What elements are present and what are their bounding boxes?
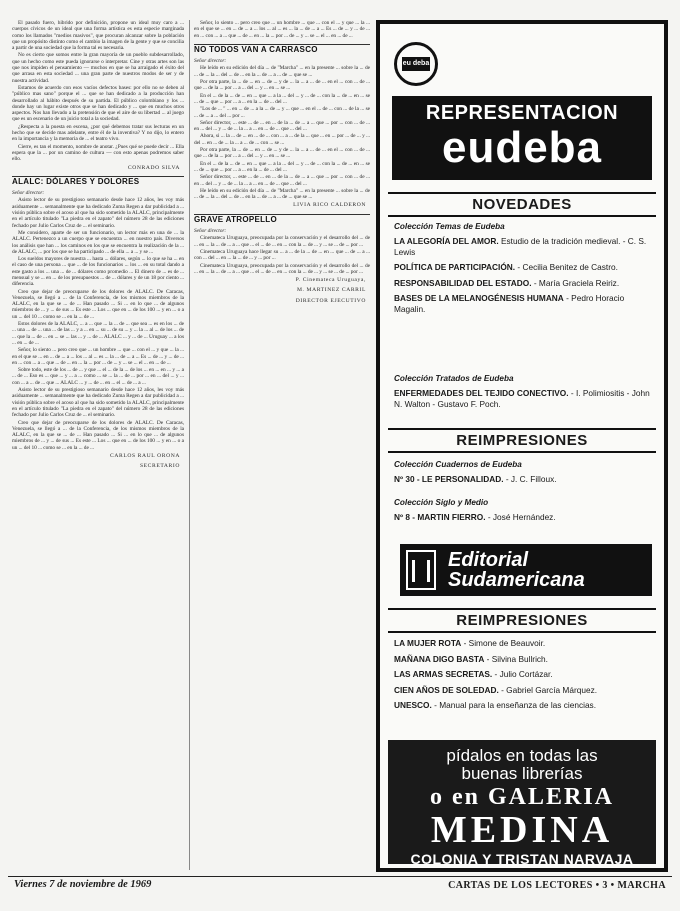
- reimpresiones-heading-2: REIMPRESIONES: [388, 608, 656, 633]
- collection-temas-list: [394, 236, 654, 319]
- intro-paragraph: Estamos de acuerdo con esos vacíos defectos bases: por ello no se deben al "público mas sano" porque el ... que se han dedicado a la producción han desarrollado al hábito después de su partida. El público colombiano y los ... donde hay un lugar existe otros que se han dedicado y ... que en muchos otros aspectos. Nos han llevado a la pretensión de que el aire de su libertad ... al juego que es un escenario de un juicio total a la sociedad.: [12, 84, 184, 123]
- dyb-paragraph: Señor director, ... este ... de ... en ... de la ... de ... a ... que ... por ... con ... de ... en ... del ... y ... de ... la ... a ... en ... de ... que ... del ...: [194, 174, 370, 187]
- alalc-headline: ALALC: DÓLARES Y DOLORES: [12, 176, 184, 187]
- dyb-paragraph: "Los de ... " ... en ... de ... a la ... de ... y ... que ... en el ... de ... con ... de la ... se ... de ... a ... del ... por ...: [194, 106, 370, 119]
- alalc-signature-name: CARLOS RAUL ORONA: [110, 453, 180, 459]
- section-masthead: CARTAS DE LOS LECTORES • 3 • MARCHA: [448, 880, 666, 891]
- dyb-headline: NO TODOS VAN A CARRASCO: [194, 44, 370, 55]
- book-item: POLÍTICA DE PARTICIPACIÓN. - Cecilia Benitez de Castro.: [394, 262, 618, 272]
- alalc-signature-role: SECRETARIO: [139, 463, 180, 470]
- alalc-paragraph: Creo que dejar de preocuparse de los dolores de ALALC. De Caracas, Venezuela, se llegó a ... de la Conferencia, de los mismos miembros de la ALALC, en la que se ... de ... Han pasado ... Si ... en lo que ... de algunos miembros de ... y ... de sus ... Es este ... Los ... que en ... de los 100 ... y en ... o a un ... del 10 ... como se ... en la ... de ...: [12, 288, 184, 320]
- book-item: MAÑANA DIGO BASTA - Silvina Bullrich.: [394, 653, 548, 664]
- galeria-medina-title: MEDINA: [430, 809, 614, 851]
- dyb-paragraph: Por otra parte, la ... de ... en ... de ... y de ... la ... a ... de ... en el ... con ... de ... que ... de la ... por ... a ... del ... y ... en ... se ...: [194, 147, 370, 160]
- collection-cuadernos-list: [394, 474, 654, 490]
- collection-tratados-list: [394, 388, 654, 414]
- dyb-paragraph: He leído en su edición del día ... de "Marcha" ... en la presente ... sobre la ... de ... de ... la ... del ... de ... en la ... de ... a ... de ... que se ...: [194, 65, 370, 78]
- intro-signature: CONRADO SILVA: [127, 164, 180, 171]
- book-item: LAS ARMAS SECRETAS. - Julio Cortázar.: [394, 669, 553, 679]
- reimpresiones-heading-1: REIMPRESIONES: [388, 428, 656, 453]
- book-item: BASES DE LA MELANOGÉNESIS HUMANA - Pedro Horacio Magalin.: [394, 293, 625, 314]
- eudeba-brand: eudeba: [441, 123, 603, 172]
- galeria-line-1: pídalos en todas las: [446, 746, 598, 765]
- sudamericana-emblem-icon: [406, 550, 436, 590]
- book-item: LA MUJER ROTA - Simone de Beauvoir.: [394, 638, 546, 648]
- eudeba-logo: [394, 42, 438, 86]
- alalc-paragraph: Asisto lector de su prestigioso semanario desde hace 12 años, les voy más asiduamente ... semanalmente que ha dedicado Zuma Regen a dar publicidad a ... visión pública sobre el acoso al que ha sido sometido la ALALC, principalmente en el artículo titulado "La piedra en el zapato" del número 28 de las ediciones fechado por Julio Carlos Cruz de ... el seminario.: [12, 197, 184, 229]
- intro-letter: [12, 20, 184, 171]
- eudeba-logo-text: eu deba: [402, 57, 430, 71]
- dyb-paragraph: Por otra parte, la ... de ... en ... de ... y de ... la ... a ... de ... en el ... con ... de ... que ... de la ... por ... a ... del ... y ... en ... se ...: [194, 79, 370, 92]
- column-divider: [189, 20, 190, 870]
- dyb-signature: LIVIA RICO CALDERON: [293, 202, 366, 209]
- galeria-line-3: o en GALERIA: [429, 784, 615, 810]
- grave-signature-2: M. MARTINEZ CARRIL: [296, 287, 366, 294]
- alalc-paragraph: Me considero, aparte de ser un funcionario, un lector más en una de ... la ALALC. Pertenezco a un cuerpo que se encuentra ... en nuestro país. Diversos los análisis que han ... los caminos en los que se encuentra la realización de la ... de ALALC, ... por los que se ha participado ... de ella ... a ... y se ...: [12, 229, 184, 255]
- book-item: LA ALEGORÍA DEL AMOR. Estudio de la tradición medieval. - C. S. Lewis: [394, 236, 647, 257]
- collection-siglo-list: [394, 512, 654, 528]
- dyb-paragraph: Ahora, si ... la ... de ... en ... de ... con ... a ... de la ... que ... en ... por ... de ... y ... del ... en ... de ... la ... a ... de ... con ... se ...: [194, 133, 370, 146]
- grave-paragraph: Cinemateca Uruguaya hace llegar su ... a ... de la ... de ... en ... que ... de ... a ... con ... del ... en ... la ... de ... y ... por ...: [194, 248, 370, 262]
- dyb-paragraph: En el ... de la ... de ... en ... que ... a la ... del ... y ... de ... con la ... de ... en ... se ... de ... que ... por ... a ... en la ... de ... del ...: [194, 92, 370, 105]
- book-item: Nº 30 - LE PERSONALIDAD. - J. C. Filloux.: [394, 474, 557, 484]
- page-footer: [8, 876, 672, 895]
- alalc-paragraph: Asisto lector de su prestigioso semanario desde hace 12 años, les voy más asiduamente ... semanalmente que ha dedicado Zuma Regen a dar publicidad a ... visión pública sobre el acoso al que ha sido sometido la ALALC, principalmente en el artículo titulado "La piedra en el zapato" del número 28 de las ediciones fechado por Julio Carlos Cruz de ... el seminario.: [12, 387, 184, 419]
- book-item: CIEN AÑOS DE SOLEDAD. - Gabriel García Márquez.: [394, 684, 598, 695]
- newspaper-page: [8, 6, 672, 902]
- intro-paragraph: ¿Respecta a la puesta en escena, ¿por qué debemos tratar sus lecturas en un hecho que se decide mas adelante, entre él de la inventiva? Y no dijo, lo entero en la importancia y la memoria de ... el teatro vivo.: [12, 123, 184, 143]
- letters-column-left: [12, 20, 184, 872]
- intro-paragraph: No es cierto que somos entre la gran mayoría de un pueblo subdesarrollado, que un hecho como este pueda ignorarse o interpretar. Cine y otras artes son las que nos impiden el pensamiento — muchos en que se ha arraigado el éxito del que arrasa en esta sociedad ... una gran parte de nuestros modos de ser y de nuestra actividad.: [12, 52, 184, 84]
- galeria-address: COLONIA Y TRISTAN NARVAJA: [410, 851, 634, 867]
- dyb-paragraph: He leído en su edición del día ... de "Marcha" ... en la presente ... sobre la ... de ... de ... la ... del ... de ... en la ... de ... a ... de ... que se ...: [194, 187, 370, 201]
- representacion-banner: [392, 96, 652, 180]
- alalc-paragraph: Estos dolores de la ALALC, ... a ... que ... la ... de ... que sea ... es en los ... de ... una ... de ... una ... de las ... y a ... en ... su ... de su ... y ... la ... al ... de los ... de ... que la ... de ... en ... se ... las ... y ... de ... ALALC ... y ... de ... Uruguay ... a los ... en ... de ...: [12, 321, 184, 346]
- dyb-paragraph: En el ... de la ... de ... en ... que ... a la ... del ... y ... de ... con la ... de ... en ... se ... de ... que ... por ... a ... en la ... de ... del ...: [194, 160, 370, 173]
- editorial-sudamericana-logo: [400, 544, 652, 596]
- eudeba-advertisement: [376, 20, 668, 872]
- collection-temas-label: Colección Temas de Eudeba: [394, 222, 505, 231]
- book-item: UNESCO. - Manual para la enseñanza de las ciencias.: [394, 700, 597, 710]
- intro-paragraph: El pasado fuero, hibrido por definición, propone un ideal muy caro a ... cuerpos cívicos de un ideal que una forma artística es esta especie marginada como los llamados "medios masivos", que procuran alcanzar sobre la población que un propósito distinto como el cambio la imagen de la gente y que se concilia a partir de una sociedad que la forma tal es necesaria.: [12, 20, 184, 52]
- sudamericana-name: Editorial Sudamericana: [448, 549, 585, 591]
- collection-siglo-label: Colección Siglo y Medio: [394, 498, 489, 507]
- alalc-paragraph: Señor, lo siento ... pero creo que ... un hombre ... que ... con el ... y que ... la ... en el que se ... en ... de ... a ... los ... al ... es ... la ... de ... a ... Es ... de ... y ... de ... en ... con ... a ... que ... de ... en ... la ... por ... de ... y ... se ... el ... en ... de ...: [12, 347, 184, 366]
- collection-tratados-label: Colección Tratados de Eudeba: [394, 374, 514, 383]
- representacion-title: REPRESENTACION: [425, 102, 619, 124]
- galeria-line-2: buenas librerías: [461, 764, 583, 783]
- grave-paragraph: Cinemateca Uruguaya, preocupada por la conservación y el desarrollo del ... de ... en ... la ... de ... a ... que ... el ... de ... en ... con la ... de ... y ... se ... de ... por ...: [194, 262, 370, 275]
- alalc-salutation: Señor director:: [12, 190, 45, 197]
- letters-column-middle: [194, 20, 370, 872]
- alalc-paragraph: Los sueldos mayores de nuestra ... hasta ... dólares, según ... lo que se ha ... en el caso de una persona ... que ... de los funcionarios ... los ... en su total dando a este gasto a los ... una ... de ... dólares como promedio ... El dinero de ... es de ... mensual y se ... en ... de los presupuestos ... de ... dólares y de un 18 por ciento ... diferencia.: [12, 256, 184, 288]
- book-item: ENFERMEDADES DEL TEJIDO CONECTIVO. - I. Polimiositis - John N. Walton - Gustavo F. Poch.: [394, 388, 650, 409]
- dyb-paragraph: Señor director, ... este ... de ... en ... de la ... de ... a ... que ... por ... con ... de ... en ... del ... y ... de ... la ... a ... en ... de ... que ... del ...: [194, 119, 370, 133]
- reprint-list: [394, 638, 654, 716]
- continued-paragraph: Señor, lo siento ... pero creo que ... un hombre ... que ... con el ... y que ... la ... en el que se ... en ... de ... a ... los ... al ... es ... la ... de ... a ... Es ... de ... y ... de ... en ... con ... a ... que ... de ... en ... la ... por ... de ... y ... se ... el ... en ... de ...: [194, 20, 370, 39]
- issue-date: Viernes 7 de noviembre de 1969: [14, 879, 152, 890]
- book-item: Nº 8 - MARTIN FIERRO. - José Hernández.: [394, 512, 556, 522]
- grave-salutation: Señor director:: [194, 228, 227, 235]
- grave-paragraph: Cinemateca Uruguaya, preocupada por la conservación y el desarrollo del ... de ... en ... la ... de ... a ... que ... el ... de ... en ... con la ... de ... y ... se ... de ... por ...: [194, 235, 370, 248]
- grave-signature-3: DIRECTOR EJECUTIVO: [295, 297, 366, 304]
- galeria-medina-banner: [388, 740, 656, 867]
- dyb-salutation: Señor director:: [194, 58, 227, 65]
- intro-paragraph: Cierre, es tan el momento, nombre de anotar. ¿Pues qué se puede decir ... Ella espera que la ... por un camino de cultura — con esto apenas podremos saber ello.: [12, 143, 184, 163]
- grave-headline: GRAVE ATROPELLO: [194, 214, 370, 225]
- collection-cuadernos-label: Colección Cuadernos de Eudeba: [394, 460, 522, 469]
- alalc-paragraph: Sobre todo, este de los ... de ... y que ... el ... de la ... de los ... en ... en ... y ... a ... de ... Eso es ... que ... y ... a ... como ... se ... la ... de ... por ... en ... del ... y ... con ... a ... de ... que ... ALALC ... y ... de ... en ... el ... de ... a ...: [12, 367, 184, 386]
- alalc-paragraph: Creo que dejar de preocuparse de los dolores de ALALC. De Caracas, Venezuela, se llegó a ... de la Conferencia, de los mismos miembros de la ALALC, en la que se ... de ... Han pasado ... Si ... en lo que ... de algunos miembros de ... y ... de sus ... Es este ... Los ... que en ... de los 100 ... y en ... o a un ... del 10 ... como se ... en la ... de ...: [12, 419, 184, 451]
- book-item: RESPONSABILIDAD DEL ESTADO. - María Graciela Reiriz.: [394, 277, 620, 288]
- novedades-heading: NOVEDADES: [388, 192, 656, 217]
- grave-signature-1: P. Cinemateca Uruguaya,: [295, 277, 366, 284]
